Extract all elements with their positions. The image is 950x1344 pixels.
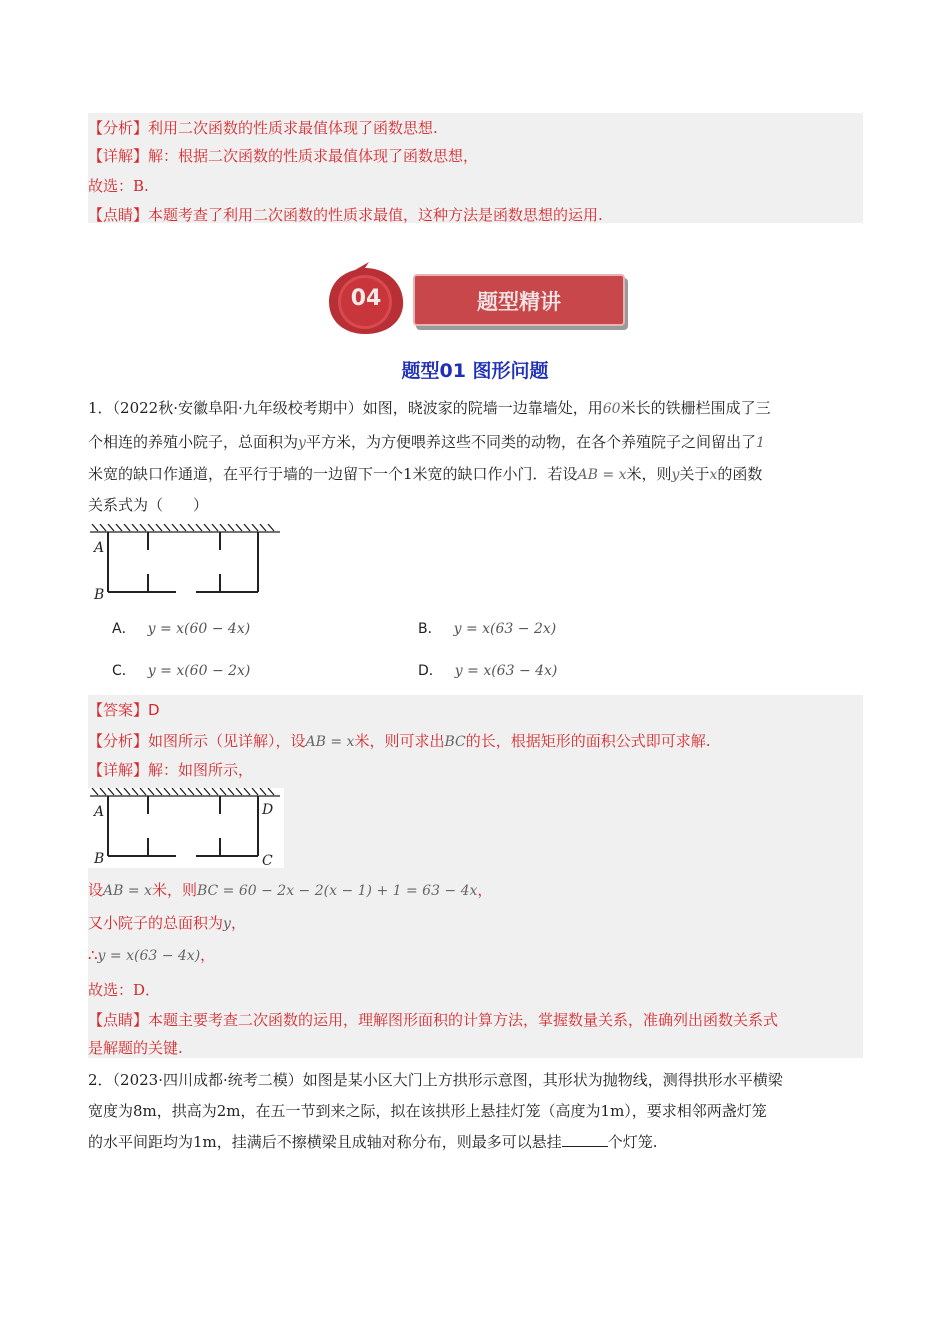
sol-fig-label-d: D (262, 802, 274, 818)
comment-line1: 【点睛】本题主要考查二次函数的运用，理解图形面积的计算方法，掌握数量关系，准确列出函数关系式 (88, 1011, 779, 1029)
analysis-tag: 【分析】 (88, 119, 149, 137)
option-c[interactable]: C． y = x(60 − 2x) (112, 663, 251, 679)
detail-line: 【详解】解：如图所示， (88, 761, 254, 779)
top-choice-line: 故选：B. (88, 177, 149, 195)
answer-value: D (148, 701, 160, 719)
q1-figure (88, 524, 288, 604)
analysis-line: 【分析】如图所示（见详解），设AB = x米，则可求出BC的长，根据矩形的面积公式即可求解. (88, 732, 711, 750)
comment-tag: 【点睛】 (88, 206, 149, 224)
option-d[interactable]: D． y = x(63 − 4x) (418, 663, 558, 679)
q1-line3: 米宽的缺口作通道，在平行于墙的一边留下一个1米宽的缺口作小门．若设AB = x米，则y关于x的函数 (88, 465, 763, 483)
q1-fig-label-a: A (94, 540, 105, 556)
q1-line4: 关系式为（ ） (88, 496, 209, 514)
q2-line3: 的水平间距均为1m，挂满后不擦横梁且成轴对称分布，则最多可以悬挂 个灯笼. (88, 1133, 658, 1151)
option-a[interactable]: A． y = x(60 − 4x) (112, 621, 251, 637)
step1-line: 设AB = x米，则BC = 60 − 2x − 2(x − 1) + 1 = 63 − 4x， (88, 881, 493, 899)
sol-fig-label-c: C (262, 853, 273, 868)
q1-line2: 个相连的养殖小院子，总面积为y平方米，为方便喂养这些不同类的动物，在各个养殖院子之间留出了1 (88, 433, 765, 451)
q1-line1: 1．（2022秋·安徽阜阳·九年级校考期中）如图，晓波家的院墙一边靠墙处，用60米长的铁栅栏围成了三 (88, 399, 771, 417)
q2-line1: 2．（2023·四川成都·统考二模）如图是某小区大门上方拱形示意图，其形状为抛物线，测得拱形水平横梁 (88, 1071, 783, 1089)
answer-blank[interactable] (562, 1132, 608, 1147)
comment-line2: 是解题的关键. (88, 1039, 183, 1057)
section-banner (325, 262, 625, 338)
step3-line: ∴y = x(63 − 4x)， (88, 946, 216, 964)
top-analysis-line: 【分析】利用二次函数的性质求最值体现了函数思想. (88, 119, 438, 137)
answer-line (88, 700, 160, 720)
top-detail-line: 【详解】解：根据二次函数的性质求最值体现了函数思想， (88, 147, 479, 165)
sol-fig-label-b: B (94, 851, 105, 867)
step2-line: 又小院子的总面积为y， (88, 914, 246, 932)
top-comment-line: 【点睛】本题考查了利用二次函数的性质求最值，这种方法是函数思想的运用. (88, 206, 603, 224)
detail-tag: 【详解】 (88, 147, 149, 165)
section-title: 题型01 图形问题 (401, 360, 549, 382)
option-b[interactable]: B． y = x(63 − 2x) (418, 621, 557, 637)
banner-label: 题型精讲 (477, 290, 561, 314)
banner-number: 04 (350, 286, 382, 311)
sol-fig-label-a: A (94, 804, 105, 820)
answer-tag: 【答案】 (88, 701, 149, 719)
choice-line: 故选：D． (88, 981, 161, 999)
solution-figure (88, 788, 288, 868)
q2-line2: 宽度为8m，拱高为2m，在五一节到来之际，拟在该拱形上悬挂灯笼（高度为1m），要求相邻两盏灯笼 (88, 1102, 767, 1120)
q1-fig-label-b: B (94, 587, 105, 603)
